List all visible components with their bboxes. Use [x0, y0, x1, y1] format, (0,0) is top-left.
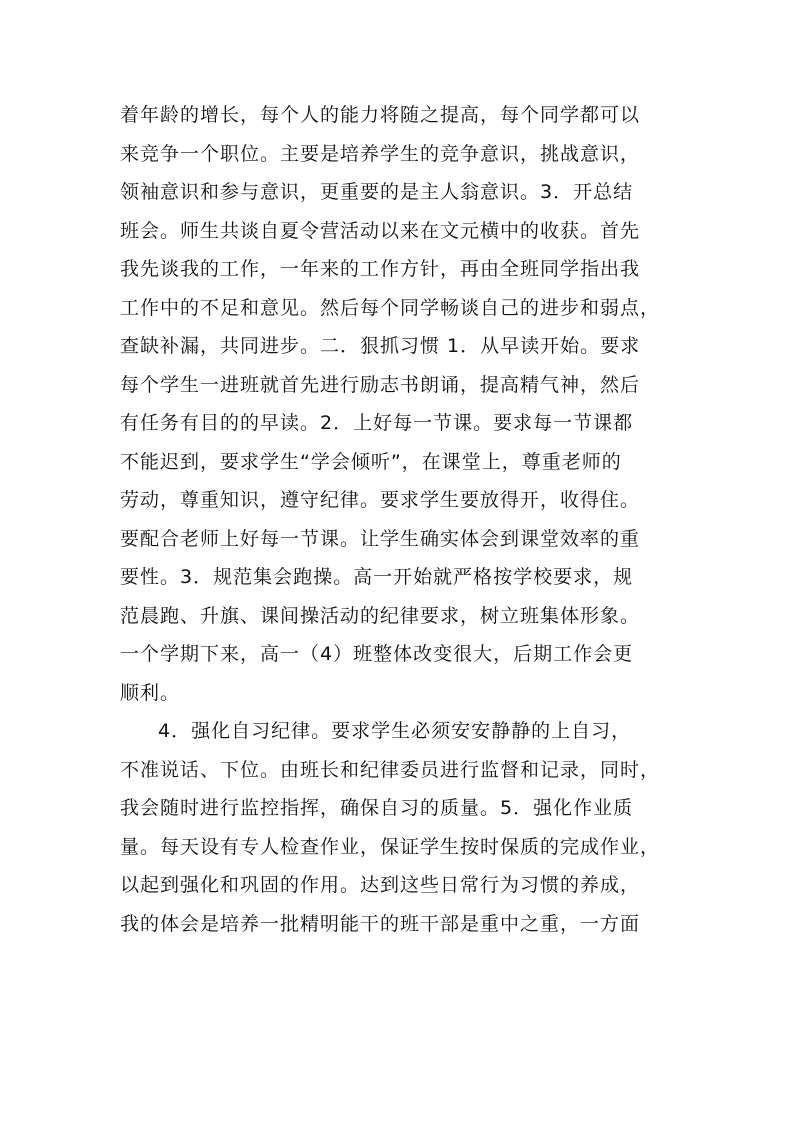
text-line: 着年龄的增长，每个人的能力将随之提高，每个同学都可以: [120, 104, 641, 126]
text-line: 不准说话、下位。由班长和纪律委员进行监督和记录，同时，: [120, 758, 661, 781]
text-line: 顺利。: [120, 681, 181, 704]
text-line: 每个学生一进班就首先进行励志书朗诵，提高精气神，然后: [120, 373, 641, 396]
body-text: [120, 96, 680, 943]
text-line: 量。每天设有专人检查作业，保证学生按时保质的完成作业，: [120, 835, 661, 858]
text-line: 劳动，尊重知识，遵守纪律。要求学生要放得开，收得住。: [120, 489, 641, 511]
text-line: 要配合老师上好每一节课。让学生确实体会到课堂效率的重: [120, 527, 641, 550]
text-line: 我先谈我的工作，一年来的工作方针，再由全班同学指出我: [120, 258, 641, 280]
text-line: 查缺补漏，共同进步。二．狠抓习惯 1．从早读开始。要求: [120, 335, 641, 357]
text-line: 我的体会是培养一批精明能干的班干部是重中之重，一方面: [120, 912, 641, 935]
text-line: 来竞争一个职位。主要是培养学生的竞争意识，挑战意识，: [120, 142, 641, 165]
text-line: 要性。3．规范集会跑操。高一开始就严格按学校要求，规: [120, 566, 634, 588]
text-line: 领袖意识和参与意识，更重要的是主人翁意识。3．开总结: [120, 181, 634, 203]
text-line: 班会。师生共谈自夏令营活动以来在文元横中的收获。首先: [120, 219, 641, 242]
text-line: 有任务有目的的早读。2．上好每一节课。要求每一节课都: [120, 412, 634, 434]
text-line: 以起到强化和巩固的作用。达到这些日常行为习惯的养成，: [120, 874, 641, 896]
text-line: 一个学期下来，高一（4）班整体改变很大，后期工作会更: [120, 643, 634, 665]
text-line: 不能迟到，要求学生“学会倾听”，在课堂上，尊重老师的: [120, 450, 622, 473]
text-line: 我会随时进行监控指挥，确保自习的质量。5．强化作业质: [120, 797, 634, 819]
text-line: 工作中的不足和意见。然后每个同学畅谈自己的进步和弱点，: [120, 296, 661, 319]
paragraph-start-line: 4．强化自习纪律。要求学生必须安安静静的上自习，: [158, 720, 632, 742]
text-line: 范晨跑、升旗、课间操活动的纪律要求，树立班集体形象。: [120, 604, 641, 627]
